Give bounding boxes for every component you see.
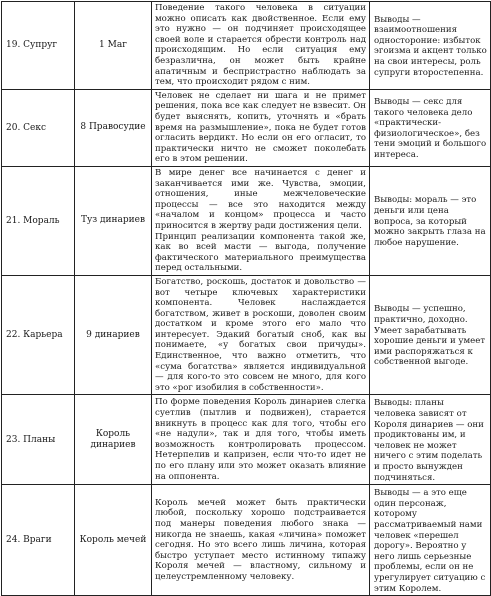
row-card: Туз динариев xyxy=(75,166,152,275)
description-paragraph: Богатство, роскошь, достаток и довольство — вот четыре ключевых характеристики компонента. Человек наслаждается богатством, живет в роскоши, доволен своим достатком и кроме этого его мало что интересует. Эдакий богатый сноб, как вы понимаете, «у богатых свои причуды». Единственное, что важно отметить, что «сума богатства» является индивидуальной — для кого-то это совсем не много, для кого это «рог изобилия в собственности». xyxy=(155,276,366,393)
row-description xyxy=(152,2,370,90)
row-name: 21. Мораль xyxy=(2,166,75,275)
row-conclusion: Выводы: мораль — это деньги или цена вопроса, за который можно закрыть глаза на любое нарушение. xyxy=(370,166,491,275)
description-paragraph: Поведение такого человека в ситуации можно описать как двойственное. Если ему это нужно — он подчиняет происходящее своей воле и старается обрести контроль над происходящим. Но если ситуация ему безразлична, он может быть крайне апатичным и беспристрастно наблюдать за тем, что происходит рядом с ним. xyxy=(155,3,366,88)
row-name: 22. Карьера xyxy=(2,275,75,395)
description-paragraph: Человек не сделает ни шага и не примет решения, пока все как следует не взвесит. Он будет выяснять, копить, уточнять и «брать время на размышление», пока не будет готов огласить вердикт. Но если он его огласит, то практически ничто не сможет поколебать его в этом решении. xyxy=(155,90,367,165)
row-card: 1 Маг xyxy=(75,2,152,90)
table-row xyxy=(2,2,491,90)
row-name: 19. Супруг xyxy=(2,2,75,90)
row-description xyxy=(152,166,370,275)
row-conclusion: Выводы — успешно, практично, доходно. Умеет зарабатывать хорошие деньги и умеет ими распоряжаться к собственной выгоде. xyxy=(370,275,491,395)
description-paragraph: Принцип реализации компонента такой же, как во всей масти — выгода, получение фактического материального преимущества перед остальными. xyxy=(155,231,366,274)
row-description xyxy=(152,275,370,395)
description-paragraph: Король мечей может быть практически любой, поскольку хорошо подстраивается под манеры поведения любого знака — никогда не знаешь, какая «личина» поможет сегодня. Но это всего лишь личина, которая быстро уступает место истинному типажу Короля мечей — властному, сильному и целеустремленному человеку. xyxy=(155,497,366,582)
row-conclusion: Выводы — а это еще один персонаж, которому рассматриваемый нами человек «перешел дорогу». Вероятно у него лишь серьезные проблемы, если он не урегулирует ситуацию с этим Королем. xyxy=(370,485,491,596)
description-paragraph: В мире денег все начинается с денег и заканчивается ими же. Чувства, эмоции, отношения, иные межчеловеческие процессы — все это находится между «началом и концом» процесса и часто приносится в жертву ради достижения цели. xyxy=(155,167,366,231)
row-description xyxy=(152,485,370,596)
table-row xyxy=(2,89,491,166)
row-description xyxy=(152,395,370,485)
row-conclusion: Выводы — секс для такого человека дело «практически-физиологическое», без тени эмоций и большого интереса. xyxy=(370,89,491,166)
table-row xyxy=(2,485,491,596)
row-name: 23. Планы xyxy=(2,395,75,485)
row-name: 24. Враги xyxy=(2,485,75,596)
row-card: Король мечей xyxy=(75,485,152,596)
table-row xyxy=(2,395,491,485)
row-conclusion: Выводы — взаимоотношения одностороние: избыток эгоизма и акцент только на свои интересы, роль супруги второстепенна. xyxy=(370,2,491,90)
row-conclusion: Выводы: планы человека зависят от Короля динариев — они продиктованы им, и человек не может ничего с этим поделать и просто вынужден подчиняться. xyxy=(370,395,491,485)
table-row xyxy=(2,275,491,395)
row-description xyxy=(152,89,370,166)
row-name: 20. Секс xyxy=(2,89,75,166)
row-card: 9 динариев xyxy=(75,275,152,395)
table-row xyxy=(2,166,491,275)
document-table xyxy=(1,1,491,596)
row-card: Король динариев xyxy=(75,395,152,485)
row-card: 8 Правосудие xyxy=(75,89,152,166)
description-paragraph: По форме поведения Король динариев слегка суетлив (пытлив и подвижен), старается вникнуть в процесс как для того, чтобы его «не надули», так и для того, чтобы иметь возможность контролировать процессом. Нетерпелив и капризен, если что-то идет не по его плану или это может оказать влияние на оппонента. xyxy=(155,397,366,482)
